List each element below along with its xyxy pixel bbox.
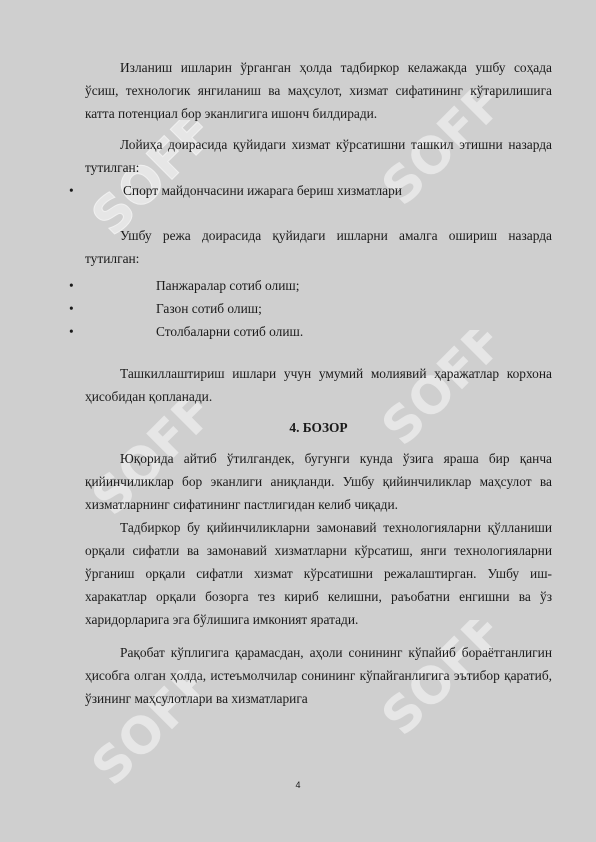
list-item: • Спорт майдончасини ижарага бериш хизматлари: [85, 179, 552, 202]
paragraph: Юқорида айтиб ўтилгандек, бугунги кунда ўзига яраша бир қанча қийинчиликлар бор эканлиги аниқланди. Ушбу қийинчиликлар маҳсулот ва хизматларнинг сифатининг пастлигидан келиб чиқади.: [85, 451, 552, 512]
paragraph: Тадбиркор бу қийинчиликларни замонавий технологияларни қўлланиши орқали сифатли ва замонавий хизматларни кўрсатиш, янги технологияларни ўрганиш орқали сифатли хизмат кўрсатишни режалаштирган. Ушбу иш-харакатлар орқали бозорга тез кириб келишни, раъобатни енгишни ва ўз харидорларига эга бўлишига имконият яратади.: [85, 520, 552, 627]
bullet-list: [69, 179, 552, 202]
paragraph: Изланиш ишларин ўрганган ҳолда тадбиркор келажакда ушбу соҳада ўсиш, технологик янгиланиш ва маҳсулот, хизмат сифатининг кўтарилишига катта потенциал бор эканлигига ишонч билдиради.: [85, 60, 552, 121]
paragraph: Рақобат кўплигига қарамасдан, аҳоли сонининг кўпайиб бораётганлигин ҳисобга олган ҳолда, истеъмолчилар сонининг кўпайганлигига эътибор қаратиб, ўзининг маҳсулотлари ва хизматларига: [85, 645, 552, 706]
paragraph: Ушбу режа доирасида қуйидаги ишларни амалга ошириш назарда тутилган:: [85, 228, 552, 266]
svg-text:SOFF: SOFF: [80, 120, 210, 247]
paragraph: Ташкиллаштириш ишлари учун умумий молиявий ҳаражатлар корхона ҳисобидан қопланади.: [85, 366, 552, 404]
page-number: 4: [295, 780, 301, 790]
document-page: [69, 56, 552, 710]
svg-text:SOFF: SOFF: [370, 620, 500, 747]
bullet-list: [69, 274, 552, 343]
bullet-icon: •: [69, 301, 74, 316]
paragraph: Лойиҳа доирасида қуйидаги хизмат кўрсатишни ташкил этишни назарда тутилган:: [85, 137, 552, 175]
svg-text:SOFF: SOFF: [370, 330, 500, 457]
section-heading: 4. БОЗОР: [289, 420, 348, 435]
list-item: • Столбаларни сотиб олиш.: [85, 320, 552, 343]
bullet-icon: •: [69, 183, 74, 198]
svg-text:SOFF: SOFF: [370, 90, 500, 217]
svg-text:SOFF: SOFF: [80, 400, 210, 527]
svg-text:SOFF: SOFF: [80, 670, 210, 797]
bullet-icon: •: [69, 324, 74, 339]
list-item: • Газон сотиб олиш;: [85, 297, 552, 320]
bullet-icon: •: [69, 278, 74, 293]
list-item: • Панжаралар сотиб олиш;: [85, 274, 552, 297]
